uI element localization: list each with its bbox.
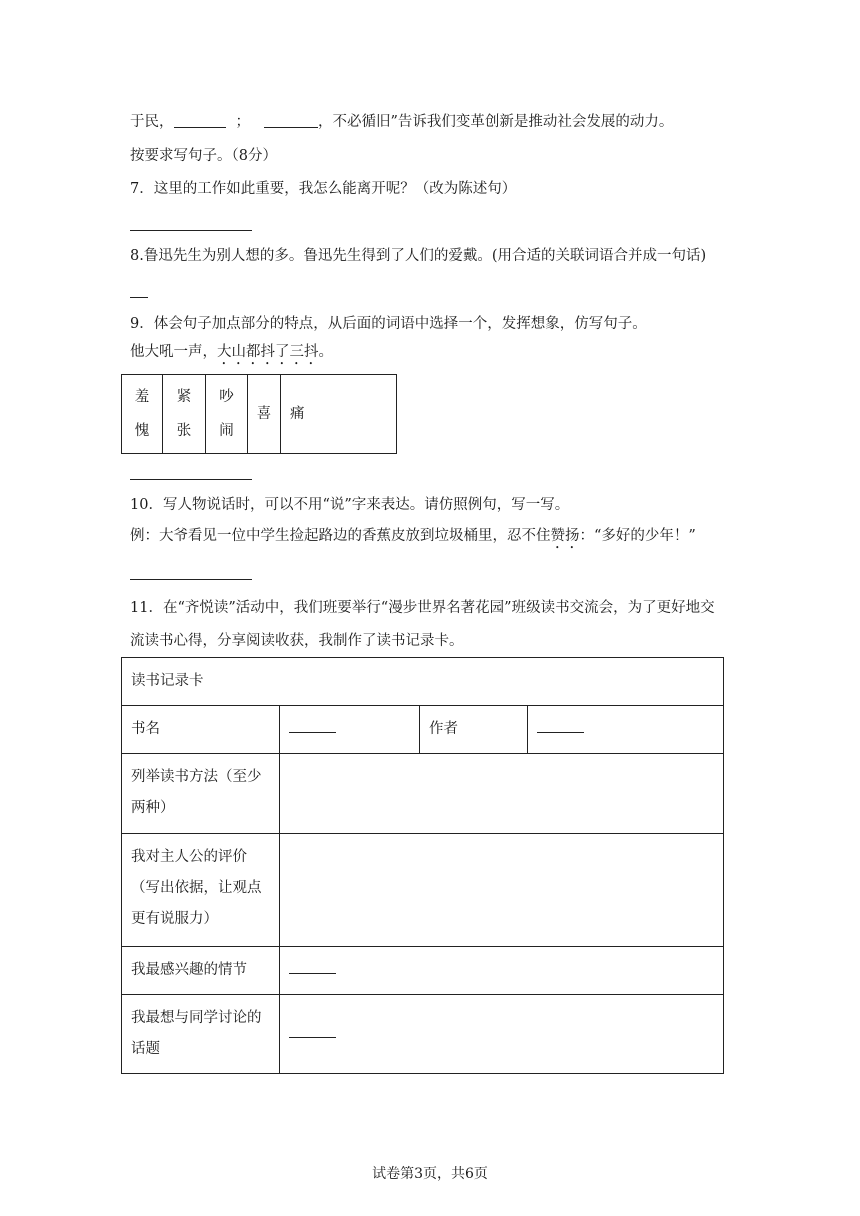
q7-answer-line[interactable]	[130, 230, 252, 231]
protagonist-evaluation-field[interactable]	[280, 834, 724, 947]
reading-methods-field[interactable]	[280, 754, 724, 834]
q10-dotted-word: 赞扬	[550, 528, 580, 544]
word-cell-3[interactable]: 吵 闹	[206, 375, 248, 454]
author-field[interactable]	[528, 706, 724, 754]
q8-answer-line[interactable]	[130, 297, 148, 298]
q9-text: 9．体会句子加点部分的特点，从后面的词语中选择一个，发挥想象，仿写句子。	[130, 316, 647, 332]
favorite-plot-label: 我最感兴趣的情节	[122, 947, 280, 995]
discussion-topic-label: 我最想与同学讨论的话题	[122, 995, 280, 1074]
q6-continuation: 于民， ； ，不必循旧”告诉我们变革创新是推动社会发展的动力。	[130, 114, 674, 130]
q11-text-line2: 流读书心得，分享阅读收获，我制作了读书记录卡。	[130, 633, 464, 649]
q10-answer-line[interactable]	[130, 579, 252, 580]
q10-text: 10．写人物说话时，可以不用“说”字来表达。请仿照例句，写一写。	[130, 497, 570, 513]
word-cell-4[interactable]: 喜	[248, 375, 281, 454]
favorite-plot-field[interactable]	[280, 947, 724, 995]
fill-blank-1[interactable]	[174, 112, 226, 128]
page-footer: 试卷第3页，共6页	[372, 1166, 488, 1182]
section-heading: 按要求写句子。（8分）	[130, 148, 277, 164]
word-cell-1[interactable]: 羞 愧	[122, 375, 163, 454]
q9-answer-line[interactable]	[130, 479, 252, 480]
q9-example: 他大吼一声，大山都抖了三抖。	[130, 344, 333, 360]
book-name-field[interactable]	[280, 706, 420, 754]
reading-methods-label: 列举读书方法（至少两种）	[122, 754, 280, 834]
protagonist-evaluation-label: 我对主人公的评价（写出依据，让观点更有说服力）	[122, 834, 280, 947]
word-cell-2[interactable]: 紧 张	[163, 375, 206, 454]
q11-text-line1: 11．在“齐悦读”活动中，我们班要举行“漫步世界名著花园”班级读书交流会，为了更好地交	[130, 600, 715, 616]
q9-dotted-phrase: 大山都抖了三抖	[217, 344, 319, 360]
q9-word-choices	[121, 374, 397, 454]
q7-text: 7．这里的工作如此重要，我怎么能离开呢？（改为陈述句）	[130, 181, 517, 197]
q8-text: 8.鲁迅先生为别人想的多。鲁迅先生得到了人们的爱戴。(用合适的关联词语合并成一句话)	[130, 248, 707, 264]
word-cell-5[interactable]: 痛	[281, 375, 397, 454]
discussion-topic-field[interactable]	[280, 995, 724, 1074]
q10-example: 例：大爷看见一位中学生捡起路边的香蕉皮放到垃圾桶里，忍不住赞扬：“多好的少年！”	[130, 528, 696, 544]
reading-record-card	[121, 657, 724, 1074]
card-title: 读书记录卡	[122, 658, 724, 706]
author-label: 作者	[420, 706, 528, 754]
fill-blank-2[interactable]	[264, 112, 318, 128]
book-name-label: 书名	[122, 706, 280, 754]
